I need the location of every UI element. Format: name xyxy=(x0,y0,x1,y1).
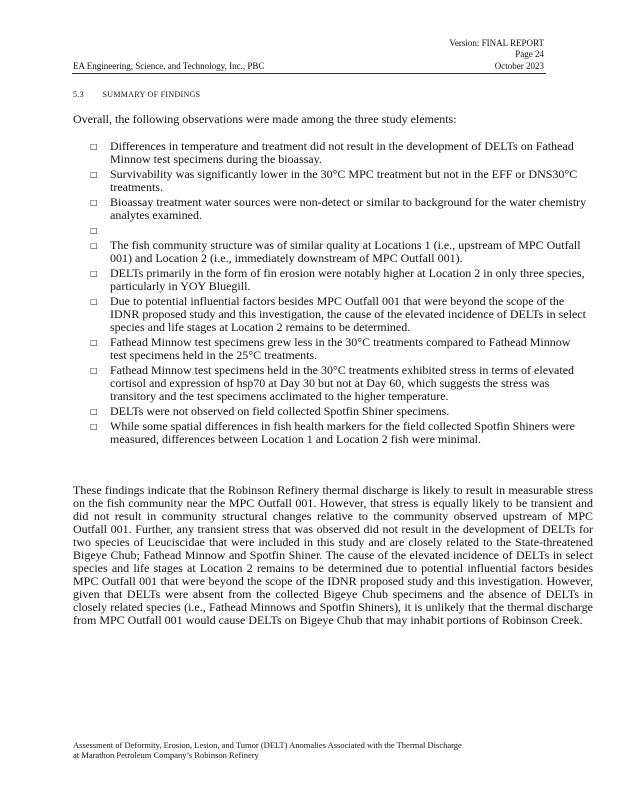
list-item: □ The fish community structure was of similar quality at Locations 1 (i.e., upstream of MPC Outfall 001) and Location 2 (i.e., immediately downstream of MPC Outfall 001). xyxy=(90,238,581,265)
list-item: □ Due to potential influential factors besides MPC Outfall 001 that were beyond the scope of the IDNR proposed study and this investigation, the cause of the elevated incidence of DELTs in select species and life stages at Location 2 remains to be determined. xyxy=(90,294,586,334)
report-date: October 2023 xyxy=(494,61,544,71)
bullet-marker-icon: □ xyxy=(90,241,98,250)
bullet-marker-icon: □ xyxy=(90,226,98,235)
section-title: SUMMARY OF FINDINGS xyxy=(102,90,201,99)
list-item: □ DELTs were not observed on field collected Spotfin Shiner specimens. xyxy=(90,404,450,418)
footer xyxy=(73,740,553,760)
list-item: □ Bioassay treatment water sources were non-detect or similar to background for the water chemistry analytes examined. xyxy=(90,195,587,222)
list-item: □ Fathead Minnow test specimens held in the 30°C treatments exhibited stress in terms of elevated cortisol and expression of hsp70 at Day 30 but not at Day 60, which suggests the stress was transitory and the test specimens acclimated to the higher temperature. xyxy=(90,363,575,403)
page-number: Page 24 xyxy=(515,49,544,59)
list-item: □ While some spatial differences in fish health markers for the field collected Spotfin Shiners were measured, differences between Location 1 and Location 2 fish were minimal. xyxy=(90,419,575,446)
bullet-marker-icon: □ xyxy=(90,407,98,416)
section-heading xyxy=(73,90,200,99)
list-item: □ Survivability was significantly lower in the 30°C MPC treatment but not in the EFF or DNS30°C treatments. xyxy=(90,167,578,194)
bullet-marker-icon: □ xyxy=(90,170,98,179)
company-name: EA Engineering, Science, and Technology, Inc., PBC xyxy=(73,61,265,71)
summary-paragraph: These findings indicate that the Robinson Refinery thermal discharge is likely to result in measurable stress on the fish community near the MPC Outfall 001. However, that stress is equally likely to be transient and did not result in community structural changes relative to the community observed upstream of MPC Outfall 001. Further, any transient stress that was observed did not result in the development of DELTs for two species of Leuciscidae that were included in this study and are closely related to the State-threatened Bigeye Chub; Fathead Minnow and Spotfin Shiner. The cause of the elevated incidence of DELTs in select species and life stages at Location 2 remains to be determined due to potential influential factors besides MPC Outfall 001 that were beyond the scope of the IDNR proposed study and this investigation. However, given that DELTs were absent from the collected Bigeye Chub specimens and the absence of DELTs in closely related species (i.e., Fathead Minnows and Spotfin Shiners), it is unlikely that the thermal discharge from MPC Outfall 001 would cause DELTs on Bigeye Chub that may inhabit portions of Robinson Creek. xyxy=(73,483,593,627)
list-item: □ Fathead Minnow test specimens grew less in the 30°C treatments compared to Fathead Minnow test specimens held in the 25°C treatments. xyxy=(90,335,571,362)
section-number: 5.3 xyxy=(73,90,84,99)
footer-line-2: at Marathon Petroleum Company’s Robinson Refinery xyxy=(73,750,259,760)
intro-text: Overall, the following observations were made among the three study elements: xyxy=(73,112,457,126)
findings-list xyxy=(90,140,590,448)
bullet-marker-icon: □ xyxy=(90,338,98,347)
header-rule xyxy=(72,73,546,74)
list-item xyxy=(90,224,590,237)
report-version: Version: FINAL REPORT xyxy=(449,38,544,48)
bullet-marker-icon: □ xyxy=(90,142,98,151)
list-item: □ Differences in temperature and treatment did not result in the development of DELTs on Fathead Minnow test specimens during the bioassay. xyxy=(90,139,574,166)
bullet-marker-icon: □ xyxy=(90,198,98,207)
bullet-marker-icon: □ xyxy=(90,269,98,278)
bullet-marker-icon: □ xyxy=(90,366,98,375)
bullet-marker-icon: □ xyxy=(90,297,98,306)
bullet-marker-icon: □ xyxy=(90,422,98,431)
footer-line-1: Assessment of Deformity, Erosion, Lesion, and Tumor (DELT) Anomalies Associated with the Thermal Discharge xyxy=(73,740,462,750)
list-item: □ DELTs primarily in the form of fin erosion were notably higher at Location 2 in only three species, particularly in YOY Bluegill. xyxy=(90,266,585,293)
